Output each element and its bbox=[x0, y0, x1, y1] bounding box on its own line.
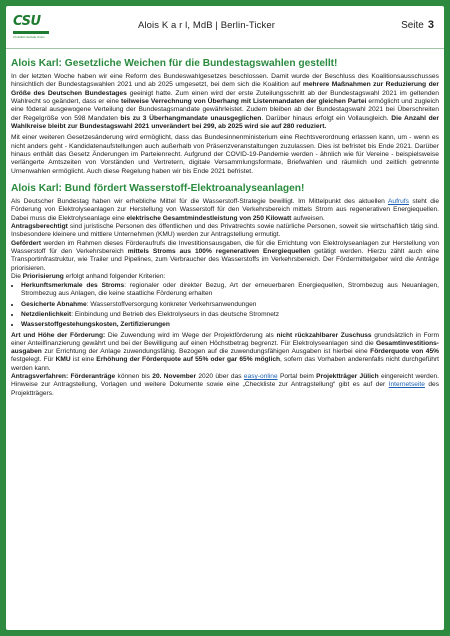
text-run: : Einbindung und Betrieb des Elektrolyseurs in das deutsche Stromnetz bbox=[71, 310, 280, 318]
emphasis: elektrische Gesamtmindestleistung von 250 Kilowatt bbox=[126, 214, 292, 222]
emphasis: teilweise Verrechnung von Überhang mit Listenmandaten der gleichen Partei bbox=[120, 98, 367, 106]
emphasis: Gesicherte Abnahme bbox=[21, 300, 87, 308]
text-run: , sofern das Vorhaben anderenfalls nicht durchgeführt werden kann. bbox=[11, 356, 439, 372]
emphasis: Die Anzahl der Wahlkreise bleibt zur Bundestagswahl 2021 unverändert bei 299, ab 2025 wird sie auf 280 reduziert. bbox=[11, 114, 439, 131]
text-run: geeinigt hatte. Zum einen wird der erste Zuteilungsschritt ab der Bundestagswahl 2021 im geltenden Wahlrecht so geändert, dass er eine bbox=[11, 89, 439, 106]
page-number: 3 bbox=[427, 19, 434, 31]
emphasis: mittels Stroms aus 100% regenerativen Energiequellen bbox=[127, 247, 311, 255]
emphasis: Antragsberechtigt bbox=[11, 223, 68, 231]
paragraph bbox=[11, 240, 439, 273]
page-indicator bbox=[401, 19, 434, 31]
emphasis: Netzdienlichkeit bbox=[21, 310, 72, 318]
header-title: Alois K a r l, MdB | Berlin-Ticker bbox=[138, 20, 275, 31]
text-run: Die bbox=[11, 272, 23, 280]
list-item bbox=[21, 301, 439, 309]
text-run: Portal beim bbox=[277, 373, 317, 381]
emphasis: Wasserstoffgestehungskosten, Zertifizierungen bbox=[21, 321, 170, 329]
text-run: aufweisen. bbox=[291, 214, 325, 222]
emphasis: Antragsverfahren: Förderanträge bbox=[11, 373, 116, 381]
emphasis: Art und Höhe der Förderung: bbox=[11, 331, 106, 339]
section-heading: Alois Karl: Bund fördert Wasserstoff-Elektroanalyseanlagen! bbox=[11, 183, 305, 195]
text-run: : regionaler oder direkter Bezug, Art der erneuerbaren Energiequellen, Strombezug aus Neuanlagen, Strombezug aus Anlagen, die keine staatliche Förderung erhalten bbox=[21, 282, 439, 298]
inline-link[interactable]: easy-online bbox=[243, 373, 278, 381]
list-item bbox=[21, 282, 439, 299]
text-run: 2020 über das bbox=[196, 373, 244, 381]
logo-text: CSU bbox=[13, 14, 41, 29]
text-run: grundsätzlich in Form einer Anteilfinanzierung gewährt und bei der Bewilligung auf einen Höchstbetrag begrenzt. Für Elektrolyseanlagen sind die bbox=[11, 331, 439, 347]
logo-bar bbox=[13, 31, 49, 34]
text-run: Die Zuwendung wird im Wege der Projektförderung als bbox=[105, 331, 277, 339]
emphasis: Erhöhung der Förderquote auf 55% oder gar 65% möglich bbox=[96, 356, 281, 364]
emphasis: Gefördert bbox=[11, 239, 42, 247]
emphasis: Projektträger Jülich bbox=[316, 373, 379, 381]
text-run: In der letzten Woche haben wir eine Reform des Bundeswahlgesetzes beschlossen. Damit wurde der Beschluss des Koalitionsausschusses hinsichtlich der Bundestagswahlen 2021 und ab 2025 umgesetzt, bei dem sich die Koalition auf bbox=[11, 73, 439, 89]
paragraph bbox=[11, 73, 439, 131]
text-run: zur Errichtung der Anlage zuwendungsfähig. Bezogen auf die zuwendungsfähigen Ausgaben ist hierbei eine bbox=[41, 348, 371, 356]
text-run: festgelegt. Für bbox=[11, 356, 56, 364]
inline-link[interactable]: Internetseite bbox=[388, 381, 425, 389]
text-run: erfolgt anhand folgender Kriterien: bbox=[63, 272, 166, 280]
emphasis: 20. November bbox=[152, 373, 197, 381]
page bbox=[6, 6, 444, 630]
csu-logo bbox=[13, 14, 53, 40]
emphasis: bis zu 3 Überhangmandate unausgeglichen bbox=[120, 114, 262, 122]
text-run: ist eine bbox=[70, 356, 97, 364]
text-run: steht die Förderung von Elektrolyseanlagen zur Herstellung von Wasserstoff für den Verkehrsbereich mittels Strom aus regenerativen Energiequellen. Dabei muss die Elektrolyseanlage eine bbox=[11, 198, 440, 222]
emphasis: mehrere Maßnahmen zur Reduzierung der Größe des Deutschen Bundestages bbox=[11, 81, 439, 97]
emphasis: Herkunftsmerkmale des Stroms bbox=[21, 282, 125, 290]
text-run: eingereicht werden. Hinweise zur Antragstellung, Vorlagen und weitere Dokumente sowie eine „Checkliste zur Antragstellung“ gibt es auf der bbox=[11, 373, 439, 389]
text-run: sind juristische Personen des öffentlichen und des Privatrechts sowie natürliche Personen, soweit sie wirtschaftlich tätig sind. Insbesondere kleinere und mittlere Unternehmen (KMU) werden zur Antragstellung ermutigt. bbox=[11, 223, 439, 239]
logo-subtitle: Christlich-Soziale Union bbox=[13, 35, 45, 39]
content bbox=[11, 58, 439, 398]
emphasis: Gesamtinvestitions-ausgaben bbox=[11, 339, 439, 356]
emphasis: nicht rückzahlbarer Zuschuss bbox=[276, 331, 372, 339]
section-heading: Alois Karl: Gesetzliche Weichen für die Bundestagswahlen gestellt! bbox=[11, 58, 338, 69]
text-run: : Wasserstoffversorgung konkreter Verkehrsanwendungen bbox=[86, 300, 257, 308]
header bbox=[6, 6, 444, 49]
text-run: . Darüber hinaus erfolgt ein Vollausgleich. bbox=[261, 114, 392, 122]
paragraph bbox=[11, 332, 439, 373]
emphasis: Förderquote von 45% bbox=[370, 348, 439, 356]
emphasis: Priorisierung bbox=[22, 272, 64, 280]
emphasis: KMU bbox=[55, 356, 71, 364]
text-run: Als Deutscher Bundestag haben wir erhebliche Mittel für die Wasserstoff-Strategie bewilligt. Im Mittelpunkt des aktuellen bbox=[11, 198, 388, 206]
text-run: können bis bbox=[115, 373, 153, 381]
inline-link[interactable]: Aufrufs bbox=[388, 198, 409, 206]
criteria-list bbox=[11, 282, 439, 329]
paragraph bbox=[11, 198, 439, 223]
list-item bbox=[21, 311, 439, 319]
section-wahlgesetz bbox=[11, 58, 439, 176]
text-run: ermöglicht und zugleich eine föderal ausgewogene Verteilung der Bundestagsmandate gewährleistet. Zudem bleiben ab der Bundestagswahl 2021 bei Überschreiten der Regelgröße von 598 Mandaten bbox=[11, 98, 439, 122]
paragraph: Mit einer weiteren Gesetzesänderung wird ermöglicht, dass das Bundesinnenministerium eine Rechtsverordnung erlassen kann, um - wenn es nicht anders geht - Kandidatenaufstellungen auch außerhalb von Präsenzveranstaltungen zuzulassen. Dies ist befristet bis Ende 2021. Darüber hinaus enthält das Gesetz Änderungen im Parteienrecht. Aufgrund der COVID-19-Pandemie werden - ähnlich wie für Vereine - beispielsweise verlängerte Amtszeiten von Vorständen und Vertretern, digitale Versammlungsformate, Briefwahlen und räumlich und zeitlich getrennte Urnenwahlen ermöglicht. Auch diese Regelung haben wir bis Ende 2021 befristet. bbox=[11, 134, 439, 175]
page-label: Seite bbox=[401, 20, 424, 31]
paragraph bbox=[11, 223, 439, 240]
text-run: getätigt werden. Hierzu zählt auch eine Transportinfrastruktur, wie Trailer und Pipelines, zum Verbraucher des Wasserstoffs im Verkehrsbereich. Der Fördermittelgeber wird die Anträge priorisieren. bbox=[11, 247, 439, 272]
paragraph bbox=[11, 373, 439, 398]
section-wasserstoff bbox=[11, 183, 439, 398]
text-run: des Projektträgers. bbox=[11, 381, 439, 397]
paragraph bbox=[11, 273, 439, 281]
text-run: werden im Rahmen dieses Förderaufrufs die Investitionsausgaben, die für die Errichtung von Elektrolyseanlagen zur Herstellung von Wasserstoff für den Verkehrsbereich bbox=[11, 239, 439, 255]
list-item bbox=[21, 321, 439, 329]
